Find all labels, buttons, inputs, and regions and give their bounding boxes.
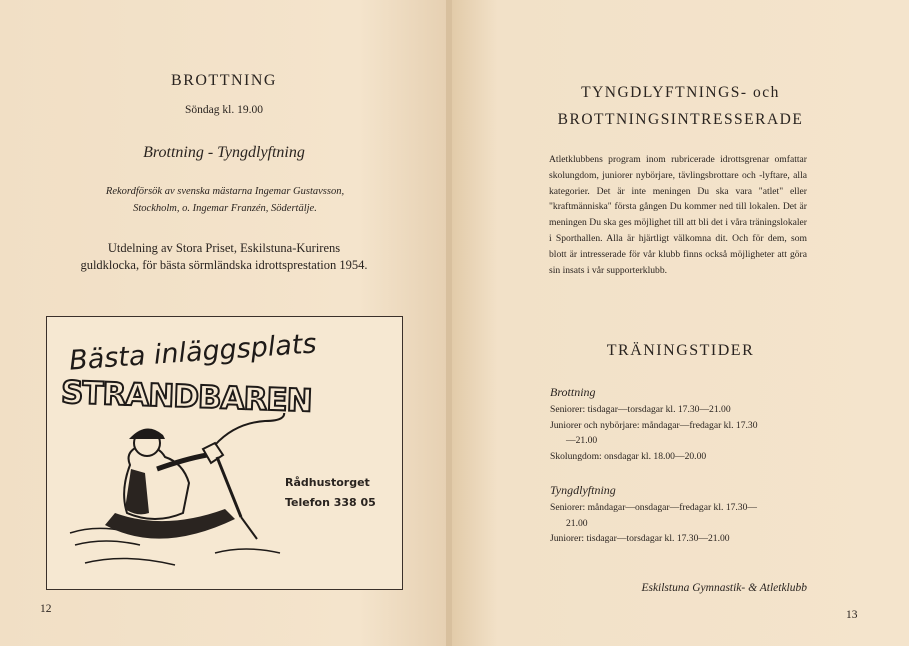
schedule-wrestling — [550, 402, 808, 464]
left-page-title: BROTTNING — [171, 72, 277, 89]
right-title-line2: BROTTNINGSINTRESSERADE — [557, 111, 804, 128]
event-time: Söndag kl. 19.00 — [185, 104, 263, 116]
ad-tagline: Bästa inläggsplats — [68, 328, 318, 377]
schedule-line: —21.00 — [566, 435, 598, 446]
right-page — [452, 0, 909, 646]
schedule-weightlifting — [550, 500, 808, 547]
ad-address: Rådhustorget — [285, 476, 370, 489]
rowing-man-illustration — [65, 413, 295, 583]
page-number-left: 12 — [40, 603, 52, 615]
ad-phone: Telefon 338 05 — [285, 496, 376, 509]
right-title-line1: TYNGDLYFTNINGS- och — [581, 84, 780, 101]
left-page — [0, 0, 448, 646]
ad-brand: STRANDBAREN — [60, 374, 313, 420]
schedule-line: 21.00 — [566, 517, 588, 529]
ad-address-block — [285, 473, 376, 513]
event-subtitle: Brottning - Tyngdlyftning — [143, 144, 305, 161]
page-number-right: 13 — [846, 609, 858, 621]
schedule-line: Skolungdom: onsdagar kl. 18.00—20.00 — [550, 450, 707, 462]
schedule-heading: TRÄNINGSTIDER — [606, 342, 755, 359]
section-title-wrestling: Brottning — [550, 385, 596, 399]
intro-paragraph: Atletklubbens program inom rubricerade idrottsgrenar omfattar skolungdom, juniorer nybörjare, tävlingsbrottare och -lyftare, alla kategorier. Det är inte meningen Du ska vara "atlet" eller "kraftmänniska" första gången Du kommer ned till lokalen. Det är meningen Du ska ges möjlighet till att bli det i våra träningslokaler i Sporthallen. Alla är hjärtligt välkomna dit. Och för dem, som blott är intresserade för vår klubb finns också möjligheter att göra sin insats i vår supporterklubb. — [549, 154, 807, 276]
schedule-line: Juniorer och nybörjare: måndagar—fredagar kl. 17.30 — [550, 419, 758, 431]
section-title-weightlifting: Tyngdlyftning — [550, 483, 616, 497]
club-signature: Eskilstuna Gymnastik- & Atletklubb — [641, 582, 807, 594]
advertisement — [46, 316, 403, 590]
right-page-title — [452, 79, 909, 133]
schedule-line: Juniorer: tisdagar—torsdagar kl. 17.30—21.00 — [550, 533, 730, 544]
prize-text: Utdelning av Stora Priset, Eskilstuna-Kurirens guldklocka, för bästa sörmländska idrottsprestation 1954. — [80, 241, 368, 272]
schedule-line: Seniorer: tisdagar—torsdagar kl. 17.30—21.00 — [550, 404, 731, 415]
schedule-line: Seniorer: måndagar—onsdagar—fredagar kl. 17.30— — [550, 502, 757, 513]
record-attempt-text: Rekordförsök av svenska mästarna Ingemar Gustavsson, Stockholm, o. Ingemar Franzén, Södertälje. — [105, 186, 345, 214]
